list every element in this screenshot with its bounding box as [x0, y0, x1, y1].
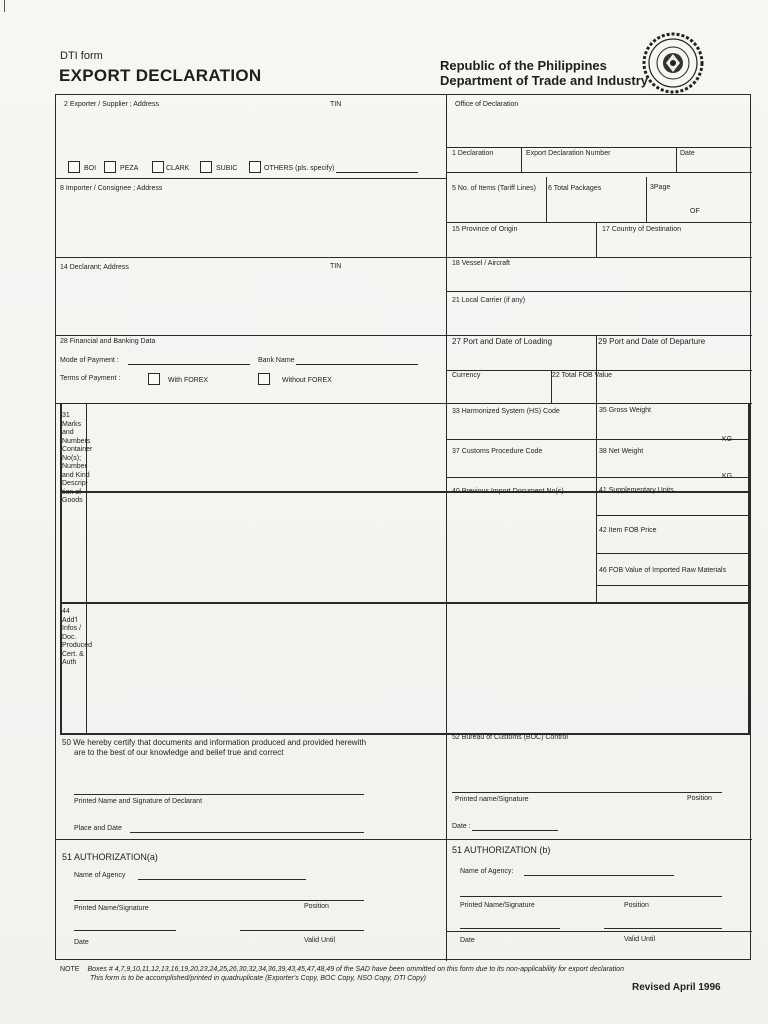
authorization-a-date-label: Date [74, 939, 89, 946]
without-forex-label: Without FOREX [282, 377, 332, 384]
authorization-a-agency-label: Name of Agency [74, 872, 126, 879]
others-specify-line[interactable] [336, 172, 418, 173]
boc-date-label: Date : [452, 823, 471, 830]
net-weight-label: 38 Net Weight [599, 448, 644, 455]
revision-date: Revised April 1996 [632, 982, 721, 993]
port-date-departure-label: 29 Port and Date of Departure [598, 337, 706, 346]
local-carrier-label: 21 Local Carrier (if any) [452, 297, 526, 304]
page-of-label: OF [690, 208, 700, 215]
authorization-a-signature-line[interactable] [74, 900, 364, 901]
authorization-b-valid-line[interactable] [604, 928, 722, 929]
certify-statement-line2: are to the best of our knowledge and belief true and correct [74, 748, 284, 757]
declarant-tin-label: TIN [330, 263, 342, 270]
footer-note [60, 966, 624, 973]
authorization-a-label: 51 AUTHORIZATION(a) [62, 852, 158, 862]
boc-control-label: 52 Bureau of Customs (BOC) Control [452, 734, 568, 741]
authorization-a-agency-line[interactable] [138, 879, 306, 880]
authorization-b-printed-name-label: Printed Name/Signature [460, 902, 535, 909]
agency-line-2: Department of Trade and Industry [440, 73, 649, 88]
place-and-date-label: Place and Date [74, 825, 122, 832]
fob-raw-materials-label: 46 FOB Value of Imported Raw Materials [599, 567, 727, 574]
form-label: DTI form [60, 50, 103, 62]
page-edge-mark [4, 0, 5, 12]
declaration-date-label: Date [680, 150, 695, 157]
zone-label-others: OTHERS (pls. specify) [264, 165, 335, 172]
zone-label-boi: BOI [84, 165, 97, 172]
province-of-origin-label: 15 Province of Origin [452, 226, 518, 233]
export-declaration-number-label: Export Declaration Number [526, 150, 611, 157]
country-of-destination-label: 17 Country of Destination [602, 226, 681, 233]
boc-signature-line[interactable] [452, 792, 722, 793]
mode-of-payment-line[interactable] [128, 364, 250, 365]
zone-label-clark: CLARK [166, 165, 190, 172]
customs-procedure-code-label: 37 Customs Procedure Code [452, 448, 543, 455]
declaration-label: 1 Declaration [452, 150, 494, 157]
boc-date-line[interactable] [472, 830, 558, 831]
authorization-a-printed-name-label: Printed Name/Signature [74, 905, 149, 912]
gross-weight-label: 35 Gross Weight [599, 407, 652, 414]
total-fob-value-label: 22 Total FOB Value [552, 372, 613, 379]
certify-statement-line1: 50 We hereby certify that documents and information produced and provided herewith [62, 738, 367, 747]
authorization-b-agency-label: Name of Agency: [460, 868, 514, 875]
exporter-label: 2 Exporter / Supplier ; Address [64, 101, 159, 108]
vessel-aircraft-label: 18 Vessel / Aircraft [452, 260, 510, 267]
supplementary-units-label: 41 Supplementary Units [599, 487, 674, 494]
declarant-label: 14 Declarant; Address [60, 264, 129, 271]
boc-position-label: Position [687, 795, 712, 802]
checkbox-peza[interactable] [104, 161, 116, 173]
importer-label: 8 Importer / Consignee ; Address [60, 185, 163, 192]
page-label: 3Page [650, 184, 671, 191]
marks-numbers-description-label: 31 Marks and Numbers Container No(s); Number and Kind Descrip- tion of Goods [62, 412, 93, 505]
authorization-b-signature-line[interactable] [460, 896, 722, 897]
bank-name-line[interactable] [296, 364, 418, 365]
agency-line-1: Republic of the Philippines [440, 58, 607, 73]
note-label: NOTE [60, 966, 80, 973]
item-fob-price-label: 42 Item FOB Price [599, 527, 657, 534]
financial-banking-label: 28 Financial and Banking Data [60, 338, 156, 345]
mode-of-payment-label: Mode of Payment : [60, 357, 119, 364]
authorization-a-valid-until-label: Valid Until [304, 937, 335, 944]
page-title: EXPORT DECLARATION [59, 66, 262, 85]
no-of-items-label: 5 No. of Items (Tariff Lines) [452, 185, 536, 192]
declarant-signature-line[interactable] [74, 794, 364, 795]
authorization-a-position-label: Position [304, 903, 329, 910]
authorization-b-date-label: Date [460, 937, 475, 944]
authorization-a-valid-line[interactable] [240, 930, 364, 931]
net-weight-kg-label: KG [722, 473, 733, 480]
terms-of-payment-label: Terms of Payment : [60, 375, 121, 382]
authorization-b-valid-until-label: Valid Until [624, 936, 655, 943]
checkbox-others[interactable] [249, 161, 261, 173]
zone-label-subic: SUBIC [216, 165, 238, 172]
authorization-a-date-line[interactable] [74, 930, 176, 931]
previous-import-document-label: 40 Previous Import Document No(s) [452, 488, 564, 495]
printed-name-declarant-label: Printed Name and Signature of Declarant [74, 798, 203, 805]
hs-code-label: 33 Harmonized System (HS) Code [452, 408, 560, 415]
boc-printed-name-label: Printed name/Signature [455, 796, 529, 803]
checkbox-with-forex[interactable] [148, 373, 160, 385]
exporter-tin-label: TIN [330, 101, 342, 108]
place-and-date-line[interactable] [130, 832, 364, 833]
checkbox-without-forex[interactable] [258, 373, 270, 385]
authorization-b-date-line[interactable] [460, 928, 560, 929]
zone-label-peza: PEZA [120, 165, 139, 172]
note-text: Boxes # 4,7,9,10,11,12,13,16,19,20,23,24,25,26,30,32,34,36,39,43,45,47,48,49 of the SAD have been ommitted on this form due to its non-applicability for export declaration [87, 966, 624, 973]
port-date-loading-label: 27 Port and Date of Loading [452, 337, 553, 346]
bank-name-label: Bank Name [258, 357, 295, 364]
additional-info-label: 44 Add'l Infos / Doc. Produced Cert. & Auth [62, 608, 92, 667]
total-packages-label: 6 Total Packages [548, 185, 602, 192]
office-of-declaration-label: Office of Declaration [455, 101, 519, 108]
dti-seal-logo [642, 32, 704, 94]
checkbox-clark[interactable] [152, 161, 164, 173]
footer-note-quadruplicate: This form is to be accomplished/printed in quadruplicate (Exporter's Copy, BOC Copy, NSO Copy, DTI Copy) [90, 975, 426, 982]
authorization-b-agency-line[interactable] [524, 875, 674, 876]
currency-label: Currency [452, 372, 481, 379]
checkbox-subic[interactable] [200, 161, 212, 173]
with-forex-label: With FOREX [168, 377, 209, 384]
gross-weight-kg-label: KG [722, 436, 733, 443]
authorization-b-position-label: Position [624, 902, 649, 909]
authorization-b-label: 51 AUTHORIZATION (b) [452, 845, 551, 855]
checkbox-boi[interactable] [68, 161, 80, 173]
